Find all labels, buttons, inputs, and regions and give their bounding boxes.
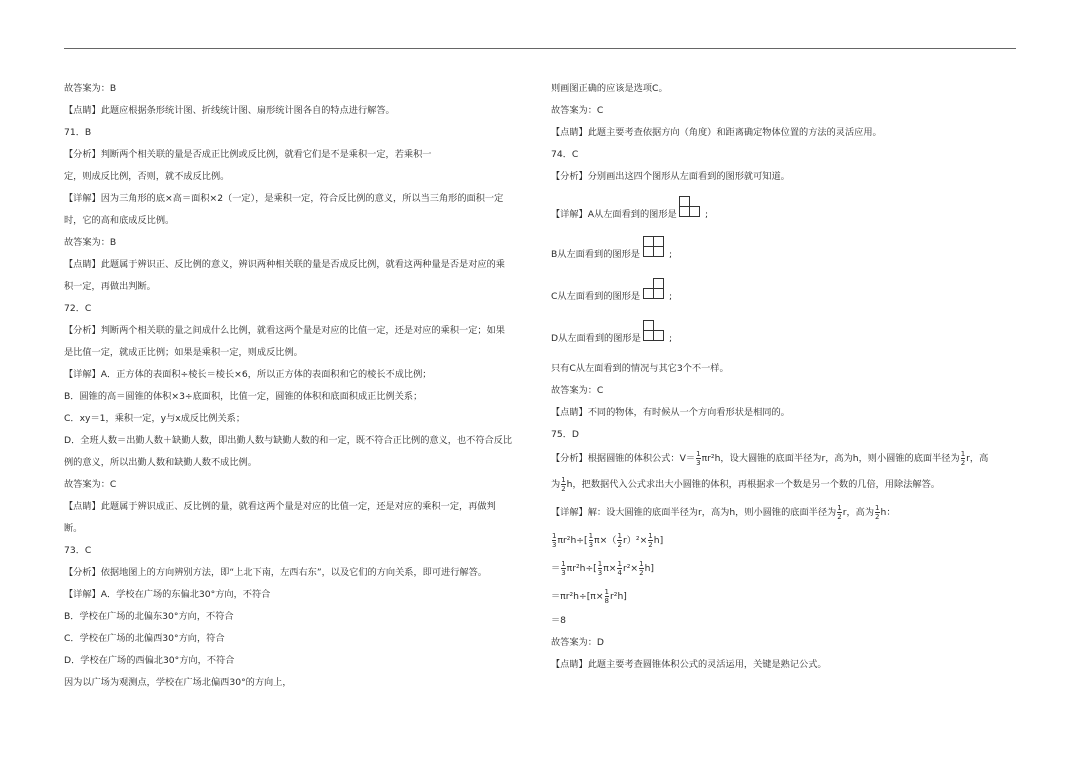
fraction: $\frac{1}{2}$	[617, 532, 622, 549]
formula-line	[551, 532, 663, 549]
text-line: 故答案为：C	[551, 105, 604, 116]
text-line: 【点睛】此题主要考查圆锥体积公式的灵活运用，关键是熟记公式。	[551, 659, 827, 670]
text-line: 【详解】A．学校在广场的东偏北30°方向，不符合	[64, 589, 271, 600]
text-line: D从左面看到的图形是	[551, 333, 641, 344]
fraction: $\frac{1}{2}$	[875, 504, 880, 521]
fraction: $\frac{1}{2}$	[648, 532, 653, 549]
text-line: 是比值一定，就成正比例；如果是乘积一定，则成反比例。	[64, 347, 303, 358]
text-line: 定，则成反比例，否则，就不成反比例。	[64, 171, 230, 182]
formula-line	[551, 504, 896, 521]
text-segment: r²×	[622, 563, 639, 574]
fraction: $\frac{1}{3}$	[696, 450, 701, 467]
text-segment: r）²×	[622, 535, 648, 546]
header-rule	[64, 48, 1016, 49]
fraction: $\frac{1}{2}$	[639, 560, 644, 577]
text-line: 只有C从左面看到的情况与其它3个不一样。	[551, 363, 729, 374]
fraction: $\frac{1}{4}$	[617, 560, 622, 577]
text-line: 故答案为：B	[64, 83, 117, 94]
text-line: 例的意义，所以出勤人数和缺勤人数不成比例。	[64, 457, 257, 468]
formula-line	[551, 476, 940, 493]
fraction: $\frac{1}{3}$	[561, 560, 566, 577]
text-line: ＝8	[551, 615, 567, 626]
question-number: 75．D	[551, 429, 579, 440]
text-line: ;	[705, 209, 709, 220]
fraction: $\frac{1}{8}$	[604, 588, 609, 605]
text-line: 【详解】因为三角形的底×高＝面积×2（一定），是乘积一定，符合反比例的意义，所以当三角形的面积一定	[64, 193, 504, 204]
text-line: 则画图正确的应该是选项C。	[551, 83, 668, 94]
fraction: $\frac{1}{2}$	[837, 504, 842, 521]
formula-line	[551, 588, 627, 605]
text-segment: 【分析】根据圆锥的体积公式：V＝	[551, 453, 696, 464]
question-number: 74．C	[551, 149, 579, 160]
text-line: 故答案为：C	[551, 385, 604, 396]
text-line: 积一定，再做出判断。	[64, 281, 156, 292]
text-segment: h，把数据代入公式求出大小圆锥的体积，再根据求一个数是另一个数的几倍，用除法解答。	[566, 479, 940, 490]
text-line: 【分析】依据地图上的方向辨别方法，即“上北下南，左西右东”，以及它们的方向关系，即可进行解答。	[64, 567, 487, 578]
text-line: 故答案为：C	[64, 479, 117, 490]
view-d-figure	[643, 320, 667, 344]
text-segment: πr²h÷[	[566, 563, 597, 574]
text-line: 【详解】A．正方体的表面积÷棱长＝棱长×6，所以正方体的表面积和它的棱长不成比例；	[64, 369, 432, 380]
fraction: $\frac{1}{2}$	[561, 476, 566, 493]
view-a-figure	[679, 196, 703, 220]
text-line: ;	[669, 249, 673, 260]
text-line: 【点睛】不同的物体，有时候从一个方向看形状是相同的。	[551, 407, 790, 418]
text-line: B．学校在广场的北偏东30°方向，不符合	[64, 611, 234, 622]
text-line: 【分析】分别画出这四个图形从左面看到的图形就可知道。	[551, 171, 790, 182]
fraction: $\frac{1}{2}$	[960, 450, 966, 467]
question-number: 73．C	[64, 545, 92, 556]
text-line: C从左面看到的图形是	[551, 291, 641, 302]
text-line: 【点睛】此题属于辨识正、反比例的意义，辨识两种相关联的量是否成反比例，就看这两种量是否是对应的乘	[64, 259, 505, 270]
text-segment: r，高为	[842, 507, 875, 518]
text-segment: π×	[603, 563, 617, 574]
question-number: 71．B	[64, 127, 92, 138]
text-segment: h]	[644, 563, 654, 574]
text-line: B．圆锥的高＝圆锥的体积×3÷底面积，比值一定，圆锥的体积和底面积成正比例关系；	[64, 391, 423, 402]
text-line: 故答案为：B	[64, 237, 117, 248]
text-line: ;	[669, 291, 673, 302]
text-segment: h：	[880, 507, 896, 518]
text-line: 【点睛】此题主要考查依据方向（角度）和距离确定物体位置的方法的灵活应用。	[551, 127, 882, 138]
fraction: $\frac{1}{3}$	[552, 532, 557, 549]
text-line: 【点睛】此题应根据条形统计图、折线统计图、扇形统计图各自的特点进行解答。	[64, 105, 395, 116]
text-line: 【详解】A从左面看到的图形是	[551, 209, 677, 220]
text-line: 【分析】判断两个相关联的量之间成什么比例，就看这两个量是对应的比值一定，还是对应的乘积一定；如果	[64, 325, 505, 336]
text-line: D．学校在广场的西偏北30°方向，不符合	[64, 655, 235, 666]
text-segment: ＝πr²h÷[π×	[551, 591, 604, 602]
text-segment: h]	[653, 535, 664, 546]
text-line: ;	[669, 333, 673, 344]
text-segment: πr²h，设大圆锥的底面半径为r，高为h，则小圆锥的底面半径为	[701, 453, 960, 464]
formula-line	[551, 560, 654, 577]
question-number: 72．C	[64, 303, 92, 314]
text-segment: πr²h÷[	[557, 535, 588, 546]
text-line: 【分析】判断两个相关联的量是否成正比例或反比例，就看它们是不是乘积一定，若乘积一	[64, 149, 432, 160]
view-b-figure	[643, 236, 667, 260]
text-segment: ＝	[551, 563, 561, 574]
fraction: $\frac{1}{3}$	[588, 532, 594, 549]
text-line: D．全班人数＝出勤人数＋缺勤人数，即出勤人数与缺勤人数的和一定，既不符合正比例的意义，也不符合反比	[64, 435, 513, 446]
text-line: 因为以广场为观测点，学校在广场北偏西30°的方向上，	[64, 677, 292, 688]
text-segment: 为	[551, 479, 561, 490]
text-line: C．xy＝1，乘积一定，y与x成反比例关系；	[64, 413, 246, 424]
text-segment: π×（	[594, 535, 617, 546]
text-segment: 【详解】解：设大圆锥的底面半径为r，高为h，则小圆锥的底面半径为	[551, 507, 837, 518]
view-c-figure	[643, 278, 667, 302]
text-line: 断。	[64, 523, 83, 534]
text-segment: r，高	[966, 453, 989, 464]
text-segment: r²h]	[609, 591, 627, 602]
text-line: 【点睛】此题属于辨识成正、反比例的量，就看这两个量是对应的比值一定，还是对应的乘积一定，再做判	[64, 501, 496, 512]
formula-line	[551, 450, 988, 467]
text-line: 时，它的高和底成反比例。	[64, 215, 175, 226]
fraction: $\frac{1}{3}$	[597, 560, 603, 577]
text-line: B从左面看到的图形是	[551, 249, 640, 260]
text-line: 故答案为：D	[551, 637, 605, 648]
text-line: C．学校在广场的北偏西30°方向，符合	[64, 633, 225, 644]
